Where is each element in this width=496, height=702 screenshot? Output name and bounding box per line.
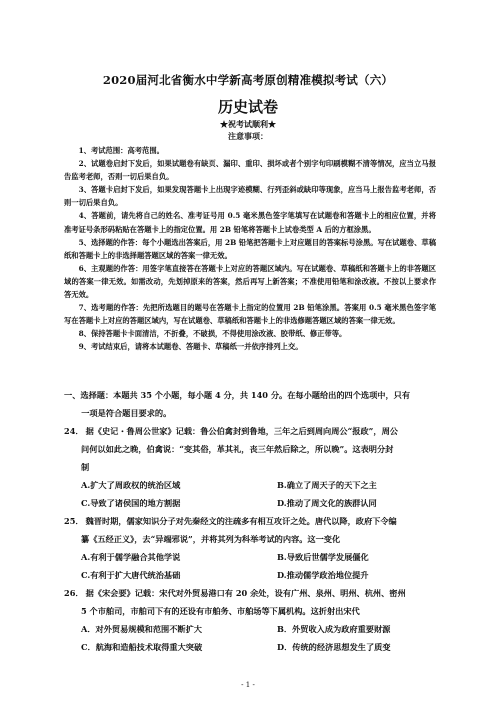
notices-list <box>64 144 436 354</box>
question-24 <box>64 422 436 512</box>
option-b: B.导致后世儒学发展僵化 <box>277 552 369 562</box>
section-line: 一、选择题：本题共 35 个小题，每小题 4 分，共 140 分。在每小题给出的四个选项中，只有 <box>64 390 411 400</box>
question-stem-line: 制 <box>81 462 90 472</box>
question-stem-line: 纂《五经正义》，去“异端邪说”，并将其列为科举考试的内容。这一变化 <box>81 534 341 544</box>
notice-item: 9、考试结束后，请将本试题卷、答题卡、草稿纸一并依序排列上交。 <box>78 342 303 352</box>
question-number: 26． <box>64 588 84 598</box>
question-26 <box>64 584 436 656</box>
notice-item: 2、试题卷启封下发后，如果试题卷有缺页、漏印、重印、损坏或者个别字句印刷模糊不清等情况，应当立马报告监考老师，否则一切后果自负。 <box>64 159 436 182</box>
notice-item: 7、选考题的作答：先把所选题目的题号在答题卡上指定的位置用 2B 铅笔涂黑。答案用 0.5 毫米黑色签字笔写在答题卡上对应的答题区域内，写在试题卷、草稿纸和答题卡上的非选修题答题区域的答案一律无效。 <box>64 303 436 326</box>
exam-title: 2020届河北省衡水中学新高考原创精准模拟考试（六） <box>102 73 394 87</box>
section-instructions <box>64 386 436 422</box>
exam-motto: ★祝考试顺利★ <box>220 119 276 129</box>
options-group <box>64 476 436 512</box>
question-stem: 据《史记・鲁周公世家》记载：鲁公伯禽封到鲁地，三年之后到周向周公“报政”，周公 <box>85 426 398 436</box>
question-25 <box>64 512 436 584</box>
option-c: C.导致了诸侯国的地方割据 <box>81 498 181 508</box>
notice-item: 8、保持答题卡卡面清洁，不折叠，不破损，不得使用涂改液、胶带纸、修正带等。 <box>78 329 347 339</box>
page-number: - 1 - <box>241 681 255 689</box>
option-d: D．传统的经济思想发生了质变 <box>277 642 391 652</box>
question-list <box>64 422 436 656</box>
option-d: D.推动了周文化的族群认同 <box>277 498 377 508</box>
notice-heading: 注意事项： <box>228 131 268 141</box>
option-c: C.有利于扩大唐代统治基础 <box>81 570 181 580</box>
question-stem: 魏晋时期，儒家知识分子对先秦经文的注疏多有相互攻讦之处。唐代以降，政府下令编 <box>85 516 397 526</box>
option-a: A.扩大了周政权的统治区域 <box>81 480 181 490</box>
notice-item: 1、考试范围：高考范围。 <box>78 146 164 155</box>
notice-item: 6、主观题的作答：用签字笔直接答在答题卡上对应的答题区域内。写在试题卷、草稿纸和答题卡上的非答题区域的答案一律无效。如需改动，先划掉原来的答案，然后再写上新答案；不准使用铅笔和涂改液。不按以上要求作答无效。 <box>64 263 436 300</box>
option-a: A.有利于儒学融合其他学说 <box>81 552 181 562</box>
notice-item: 3、答题卡启封下发后，如果发现答题卡上出现字迹模糊、行列歪斜或缺印等现象，应当马上报告监考老师，否则一切后果自负。 <box>64 185 436 208</box>
question-number: 25． <box>64 516 84 526</box>
notice-item: 4、答题前，请先将自己的姓名、准考证号用 0.5 毫米黑色签字笔填写在试题卷和答题卡上的相应位置，并将准考证号条形码粘贴在答题卡上的指定位置。用 2B 铅笔将答题卡上试卷类型 A 后的方框涂黑。 <box>64 211 436 234</box>
options-group <box>64 548 436 584</box>
option-c: C．航海和造船技术取得重大突破 <box>81 642 203 652</box>
question-stem-line: 5 个市舶司，市舶司下有的还设有市舶务、市舶场等下属机构。这折射出宋代 <box>81 606 360 616</box>
question-stem-line: 问何以如此之晚，伯禽说：“变其俗，革其礼，丧三年然后除之，所以晚”。这表明分封 <box>81 444 394 454</box>
options-group <box>64 620 436 656</box>
option-d: D.推动儒学政治地位提升 <box>277 570 369 580</box>
option-b: B.确立了周天子的天下之主 <box>277 480 377 490</box>
subject-heading: 历史试卷 <box>217 98 278 116</box>
notice-item: 5、选择题的作答：每个小题选出答案后，用 2B 铅笔把答题卡上对应题目的答案标号涂黑。写在试题卷、草稿纸和答题卡上的非选择题答题区域的答案一律无效。 <box>64 237 436 260</box>
section-line: 一项是符合题目要求的。 <box>81 408 172 418</box>
option-a: A．对外贸易规模和范围不断扩大 <box>81 624 202 634</box>
question-number: 24． <box>64 426 84 436</box>
question-stem: 据《宋会要》记载：宋代对外贸易港口有 20 余处，设有广州、泉州、明州、杭州、密州 <box>85 588 406 598</box>
option-b: B．外贸收入成为政府重要财源 <box>277 624 391 634</box>
